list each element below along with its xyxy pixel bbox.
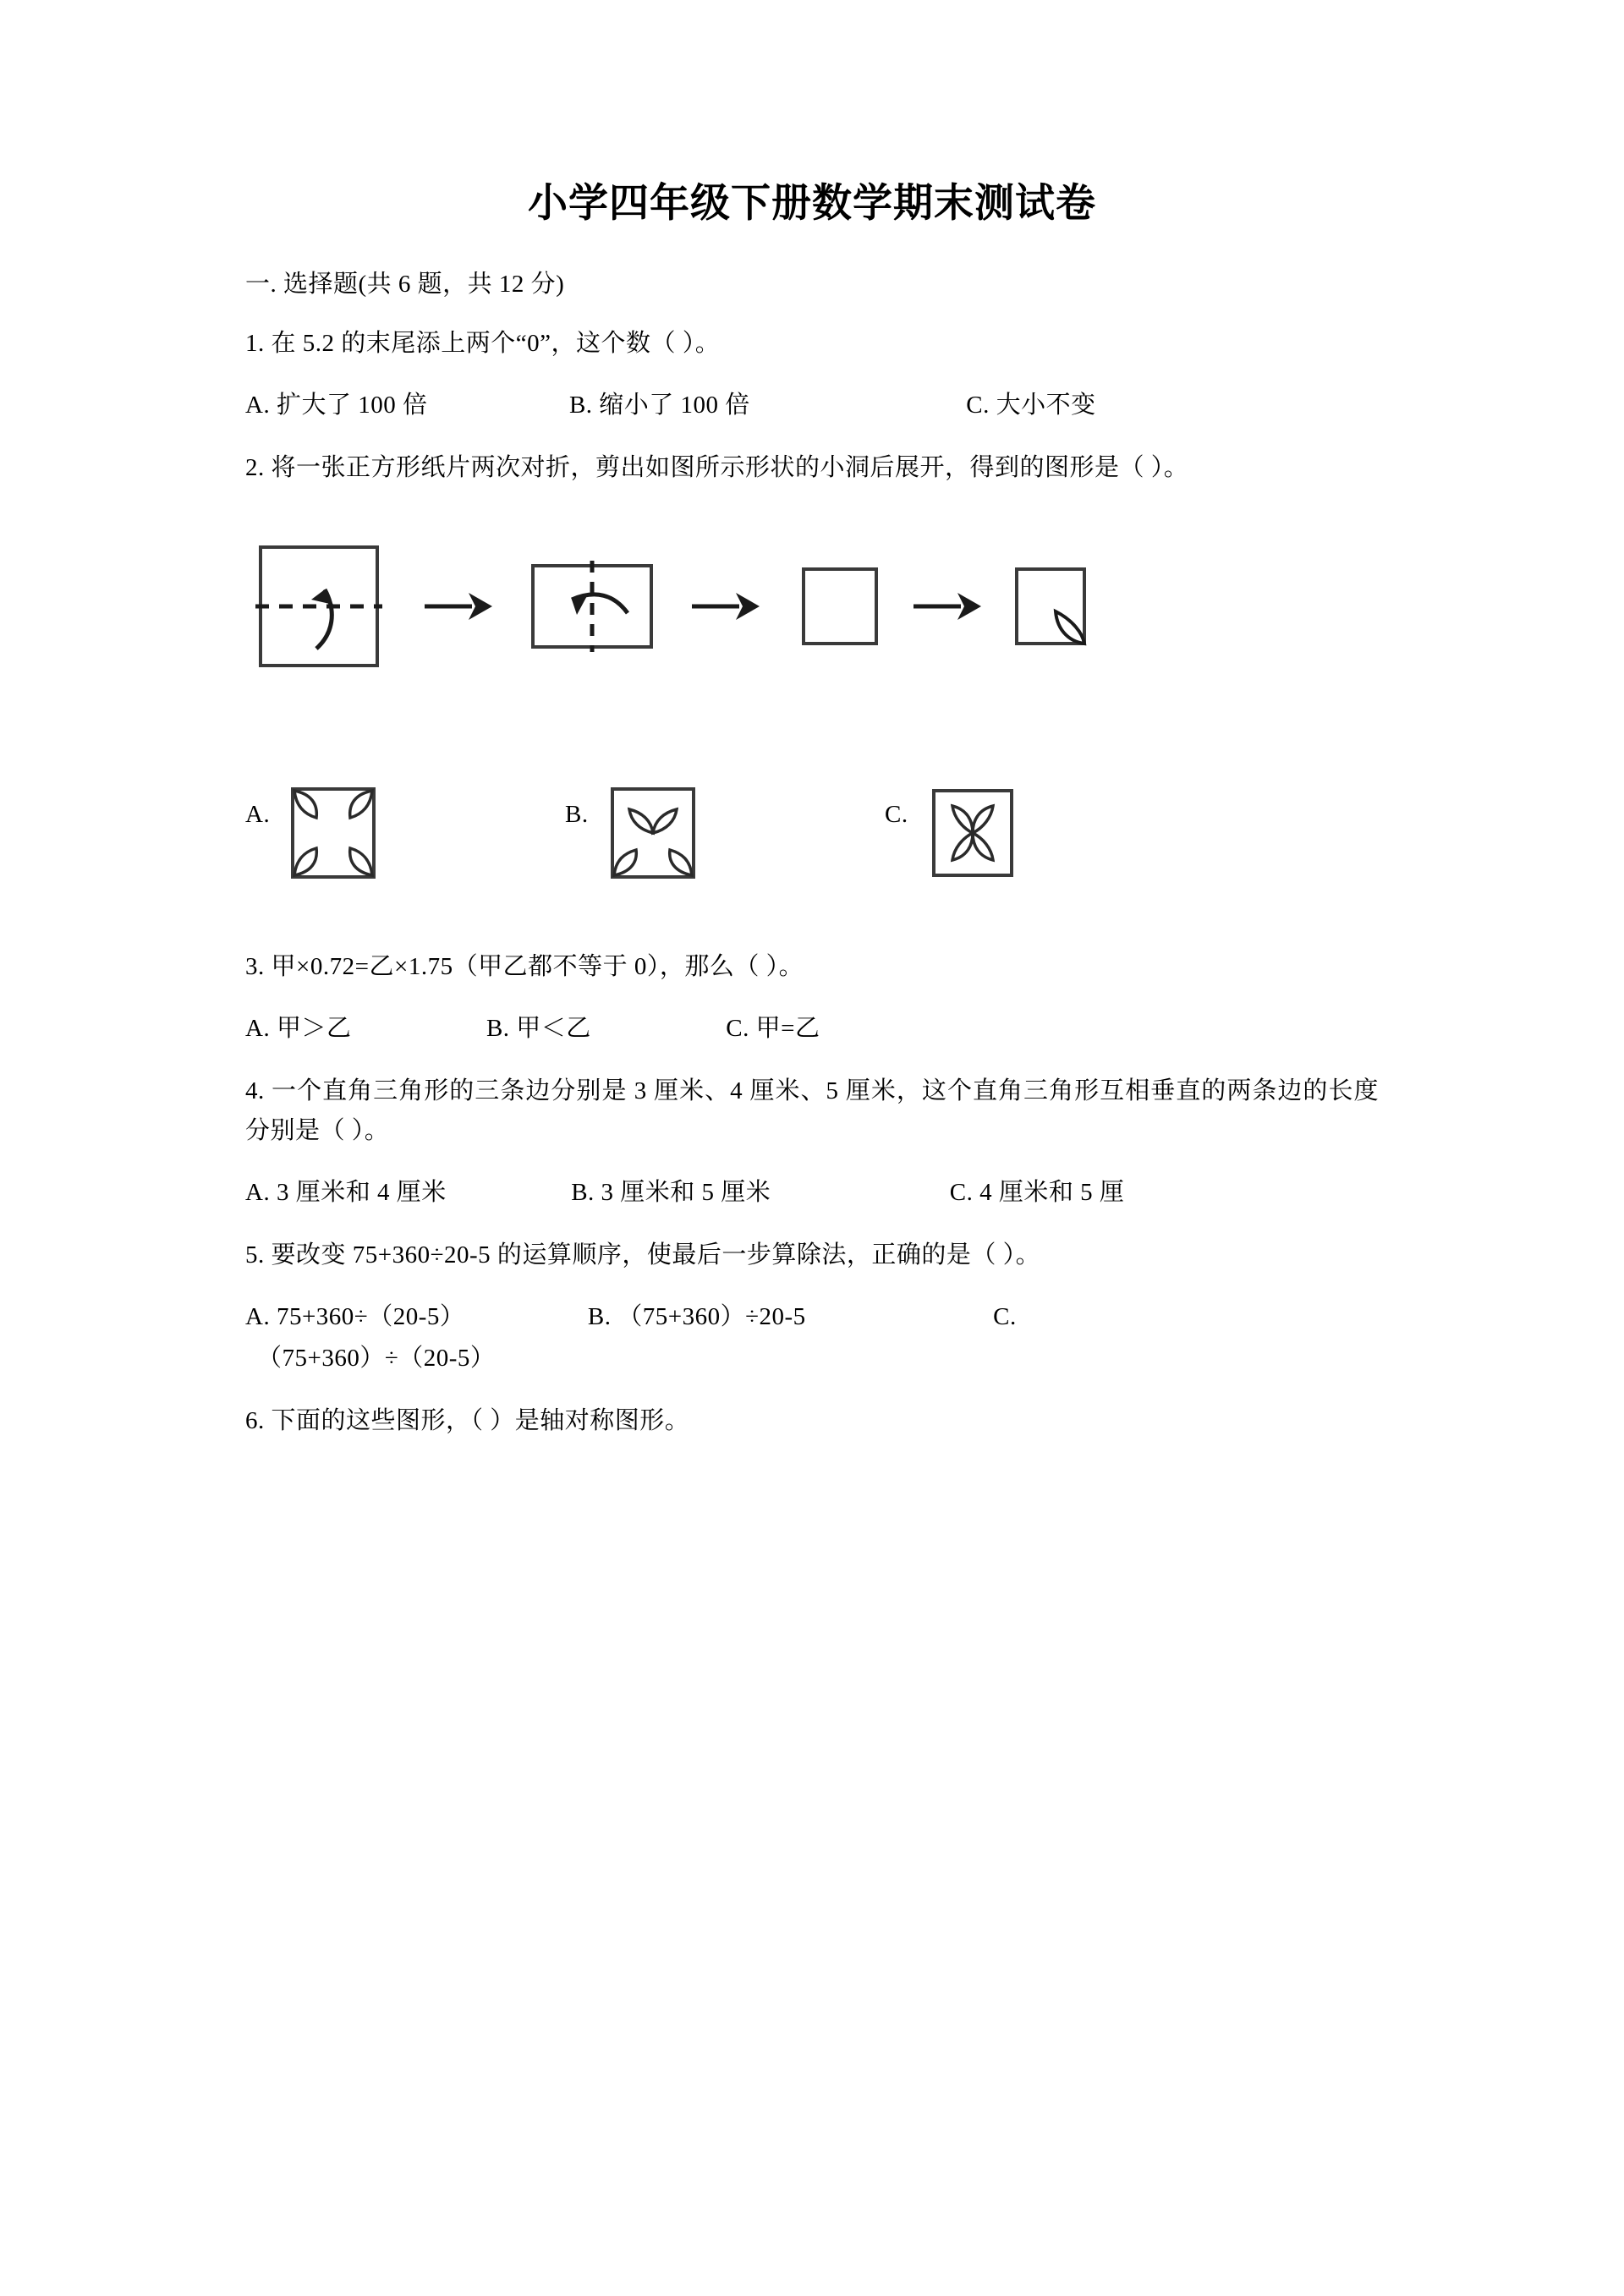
option-2b-label: B.: [565, 801, 589, 829]
question-3-text: 3. 甲×0.72=乙×1.75（甲乙都不等于 0），那么（ ）。: [245, 953, 804, 981]
fold-step-cut-square: [1017, 569, 1084, 644]
question-1-options: [245, 364, 1379, 425]
question-2-text: 2. 将一张正方形纸片两次对折，剪出如图所示形状的小洞后展开，得到的图形是（ ）。: [245, 454, 1189, 482]
figure-option-c: [925, 781, 1020, 885]
question-5-options: [245, 1275, 1379, 1337]
question-2-answer-figures: [245, 781, 1379, 924]
option-2a-label: A.: [245, 801, 271, 829]
question-1-text: 1. 在 5.2 的末尾添上两个“0”，这个数（ ）。: [245, 330, 721, 358]
arrow-right-2: [692, 593, 760, 620]
question-2-fold-diagram: [245, 530, 1379, 725]
option-4b[interactable]: B. 3 厘米和 5 厘米: [571, 1179, 771, 1207]
option-3a[interactable]: A. 甲＞乙: [245, 1015, 352, 1043]
option-5c-continuation[interactable]: （75+360）÷（20-5）: [257, 1344, 496, 1372]
option-1a[interactable]: A. 扩大了 100 倍: [245, 392, 428, 419]
option-1c[interactable]: C. 大小不变: [966, 392, 1096, 419]
option-5b[interactable]: B. （75+360）÷20-5: [587, 1303, 806, 1330]
option-1b[interactable]: B. 缩小了 100 倍: [568, 392, 750, 419]
question-4-options: [245, 1151, 1379, 1213]
option-5a[interactable]: A. 75+360÷（20-5）: [245, 1303, 465, 1330]
figure-option-b: [606, 781, 700, 885]
option-5c[interactable]: C.: [993, 1303, 1017, 1330]
option-4c[interactable]: C. 4 厘米和 5 厘: [949, 1179, 1125, 1207]
arrow-right-1: [425, 593, 492, 620]
section-heading-choice: 一. 选择题(共 6 题，共 12 分): [245, 270, 565, 298]
option-3c[interactable]: C. 甲=乙: [726, 1015, 820, 1043]
question-4-text: 4. 一个直角三角形的三条边分别是 3 厘米、4 厘米、5 厘米，这个直角三角形互相垂直的两条边的长度分别是（ ）。: [245, 1077, 1379, 1145]
option-2c-label: C.: [885, 801, 908, 829]
fold-step-small-square: [804, 569, 876, 644]
option-3b[interactable]: B. 甲＜乙: [486, 1015, 591, 1043]
question-5-text: 5. 要改变 75+360÷20-5 的运算顺序，使最后一步算除法，正确的是（ ）。: [245, 1241, 1041, 1269]
option-4a[interactable]: A. 3 厘米和 4 厘米: [245, 1179, 447, 1207]
question-6-text: 6. 下面的这些图形，（ ）是轴对称图形。: [245, 1406, 690, 1434]
page-title: 小学四年级下册数学期末测试卷: [528, 182, 1096, 226]
figure-option-a: [286, 781, 381, 885]
leaf-cut-shape: [1056, 611, 1084, 644]
question-3-options: [245, 987, 1379, 1049]
arrow-right-3: [914, 593, 981, 620]
